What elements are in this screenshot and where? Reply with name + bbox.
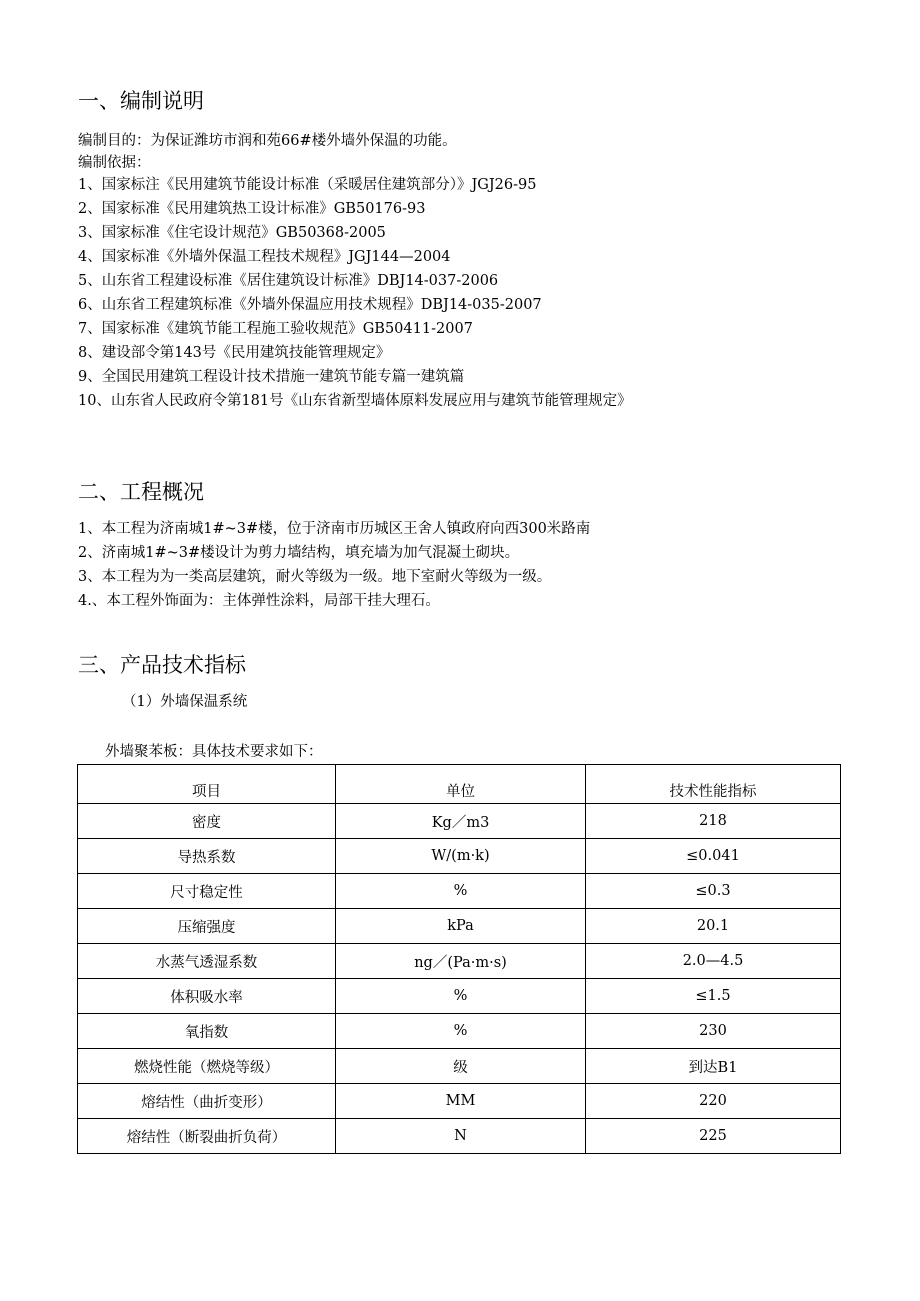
cell-item: 导热系数 bbox=[78, 839, 336, 874]
cell-unit: ng／(Pa·m·s) bbox=[336, 944, 586, 979]
cell-item: 氧指数 bbox=[78, 1014, 336, 1049]
cell-item: 压缩强度 bbox=[78, 909, 336, 944]
table-row bbox=[78, 979, 841, 1014]
cell-item: 熔结性（曲折变形） bbox=[78, 1084, 336, 1119]
section-heading-1: 一、编制说明 bbox=[78, 89, 204, 113]
table-row bbox=[78, 839, 841, 874]
cell-item: 密度 bbox=[78, 804, 336, 839]
basis-item: 2、国家标准《民用建筑热工设计标准》GB50176-93 bbox=[78, 201, 426, 217]
table-row bbox=[78, 1049, 841, 1084]
basis-item: 9、全国民用建筑工程设计技术措施一建筑节能专篇一建筑篇 bbox=[78, 369, 465, 385]
cell-value: ≤1.5 bbox=[586, 979, 841, 1014]
table-row bbox=[78, 1119, 841, 1154]
cell-value: ≤0.041 bbox=[586, 839, 841, 874]
cell-value: 20.1 bbox=[586, 909, 841, 944]
cell-value: 2.0—4.5 bbox=[586, 944, 841, 979]
cell-item: 体积吸水率 bbox=[78, 979, 336, 1014]
cell-value: 218 bbox=[586, 804, 841, 839]
basis-item: 7、国家标准《建筑节能工程施工验收规范》GB50411-2007 bbox=[78, 321, 473, 337]
overview-item: 4.、本工程外饰面为：主体弹性涂料，局部干挂大理石。 bbox=[78, 593, 440, 609]
table-row bbox=[78, 804, 841, 839]
table-row bbox=[78, 944, 841, 979]
basis-item: 3、国家标准《住宅设计规范》GB50368-2005 bbox=[78, 225, 386, 241]
basis-item: 10、山东省人民政府令第181号《山东省新型墙体原料发展应用与建筑节能管理规定》 bbox=[78, 393, 632, 409]
basis-label: 编制依据： bbox=[78, 155, 151, 171]
table-row bbox=[78, 1014, 841, 1049]
basis-item: 8、建设部令第143号《民用建筑技能管理规定》 bbox=[78, 345, 391, 361]
cell-item: 水蒸气透湿系数 bbox=[78, 944, 336, 979]
overview-item: 2、济南城1#~3#楼设计为剪力墙结构，填充墙为加气混凝土砌块。 bbox=[78, 545, 520, 561]
cell-value: 230 bbox=[586, 1014, 841, 1049]
purpose-text: 编制目的：为保证潍坊市润和苑66#楼外墙外保温的功能。 bbox=[78, 133, 457, 149]
cell-unit: W/(m·k) bbox=[336, 839, 586, 874]
section-heading-3: 三、产品技术指标 bbox=[78, 653, 246, 677]
basis-item: 6、山东省工程建筑标准《外墙外保温应用技术规程》DBJ14-035-2007 bbox=[78, 297, 542, 313]
table-row bbox=[78, 1084, 841, 1119]
cell-item: 熔结性（断裂曲折负荷） bbox=[78, 1119, 336, 1154]
overview-item: 3、本工程为为一类高层建筑，耐火等级为一级。地下室耐火等级为一级。 bbox=[78, 569, 552, 585]
cell-unit: Kg／m3 bbox=[336, 804, 586, 839]
table-caption: 外墙聚苯板：具体技术要求如下： bbox=[105, 744, 323, 760]
section-heading-2: 二、工程概况 bbox=[78, 480, 204, 504]
cell-value: ≤0.3 bbox=[586, 874, 841, 909]
header-cell-item: 项目 bbox=[78, 765, 336, 804]
cell-unit: % bbox=[336, 874, 586, 909]
header-cell-unit: 单位 bbox=[336, 765, 586, 804]
table-header-row bbox=[78, 765, 841, 804]
subheading: （1）外墙保温系统 bbox=[122, 694, 248, 710]
cell-unit: kPa bbox=[336, 909, 586, 944]
header-cell-spec: 技术性能指标 bbox=[586, 765, 841, 804]
table-row bbox=[78, 874, 841, 909]
basis-item: 1、国家标注《民用建筑节能设计标准（采暖居住建筑部分）》JGJ26-95 bbox=[78, 177, 537, 193]
cell-unit: % bbox=[336, 1014, 586, 1049]
cell-unit: MM bbox=[336, 1084, 586, 1119]
cell-unit: 级 bbox=[336, 1049, 586, 1084]
basis-item: 5、山东省工程建设标准《居住建筑设计标准》DBJ14-037-2006 bbox=[78, 273, 499, 289]
cell-item: 燃烧性能（燃烧等级） bbox=[78, 1049, 336, 1084]
cell-item: 尺寸稳定性 bbox=[78, 874, 336, 909]
table-row bbox=[78, 909, 841, 944]
overview-item: 1、本工程为济南城1#~3#楼，位于济南市历城区王舍人镇政府向西300米路南 bbox=[78, 521, 591, 537]
basis-item: 4、国家标准《外墙外保温工程技术规程》JGJ144—2004 bbox=[78, 249, 451, 265]
cell-unit: N bbox=[336, 1119, 586, 1154]
cell-unit: % bbox=[336, 979, 586, 1014]
spec-table bbox=[77, 764, 841, 1154]
cell-value: 220 bbox=[586, 1084, 841, 1119]
cell-value: 到达B1 bbox=[586, 1049, 841, 1084]
cell-value: 225 bbox=[586, 1119, 841, 1154]
